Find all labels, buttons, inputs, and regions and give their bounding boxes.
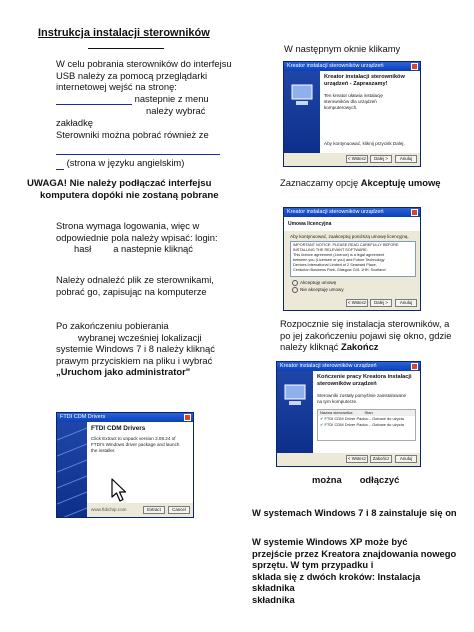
cancel-button[interactable]: Anuluj xyxy=(395,155,417,163)
close-icon[interactable] xyxy=(411,209,418,216)
page-title: Instrukcja instalacji sterowników xyxy=(38,27,210,39)
caption-winxp: W systemie Windows XP może być przejście przez Kreatora znajdowania nowego sprzętu. W tym przypadku i sklada się z dwóch kroków: Instalacja składnika składnika xyxy=(252,536,457,605)
link-blank-1[interactable] xyxy=(56,93,132,106)
wizard-side-banner xyxy=(284,71,320,153)
table-row: ✔ FTDI CDM Driver Packa... Gotowe do użycia xyxy=(320,416,404,421)
ftdi-content: FTDI CDM Drivers Click Extract to unpack version 2.08.24 of FTDI's Windows driver package and launch the installer. xyxy=(87,422,193,503)
paragraph-login: Strona wymaga logowania, więc w odpowiednie pola należy wpisać: login: hasł a nastepnie kliknąć xyxy=(56,220,218,255)
ftdi-window-titlebar: FTDI CDM Drivers xyxy=(57,413,193,422)
cancel-button[interactable]: Anuluj xyxy=(395,299,417,307)
next-button[interactable]: Dalej > xyxy=(370,155,392,163)
english-note: (strona w języku angielskim) xyxy=(66,157,185,168)
paragraph-find-file: Należy odnaleźć plik ze sterownikami, pobrać go, zapisując na komputerze xyxy=(56,274,214,297)
next-button[interactable]: Dalej > xyxy=(370,299,392,307)
cancel-button[interactable]: Cancel xyxy=(168,506,190,514)
check-icon: ✔ xyxy=(320,422,324,427)
back-button[interactable]: < Wstecz xyxy=(347,156,367,161)
wizard-finish-titlebar: Kreator instalacji sterowników urządzeń xyxy=(277,362,420,371)
reject-radio[interactable]: Nie akceptuję umowy xyxy=(292,287,344,293)
caption-accept: Zaznaczamy opcję Akceptuję umowę xyxy=(280,177,441,188)
driver-list-header: Nazwa sterownika Stan xyxy=(318,410,415,416)
accept-radio[interactable]: Akceptuję umowę xyxy=(292,280,336,286)
wizard-graphic-icon xyxy=(284,71,320,155)
close-icon[interactable] xyxy=(411,63,418,70)
mouse-cursor-icon xyxy=(111,478,129,502)
wizard-license-titlebar: Kreator instalacji sterowników urządzeń xyxy=(284,208,420,217)
cancel-button[interactable]: Anuluj xyxy=(395,455,417,463)
ftdi-pattern-icon xyxy=(57,422,87,518)
close-icon[interactable] xyxy=(411,363,418,370)
finish-button[interactable]: Zakończ xyxy=(370,455,392,463)
title-underline xyxy=(88,48,164,49)
back-button[interactable]: < Wstecz xyxy=(347,300,367,305)
caption-next-window: W następnym oknie klikamy xyxy=(284,43,401,54)
wizard-welcome-titlebar: Kreator instalacji sterowników urządzeń xyxy=(284,62,420,71)
caption-win78: W systemach Windows 7 i 8 zainstaluje się on xyxy=(252,507,457,518)
warning-line-1: UWAGA! Nie należy podłączać interfejsu xyxy=(27,178,212,189)
caption-disconnect: można odłączyć xyxy=(312,474,400,485)
wizard-graphic-icon xyxy=(277,371,313,455)
caption-finish: Rozpocznie się instalacja sterowników, a po jej zakończeniu pojawi się okno, gdzie należy kliknąć Zakończ xyxy=(280,318,452,353)
back-button[interactable]: < Wstecz xyxy=(347,456,367,461)
link-blank-3[interactable] xyxy=(56,157,64,170)
radio-reject-icon xyxy=(292,287,298,293)
warning-line-2: komputera dopóki nie zostaną pobrane xyxy=(40,190,219,201)
close-icon[interactable] xyxy=(184,414,191,421)
radio-accept-icon xyxy=(292,280,298,286)
paragraph-run-admin: Po zakończeniu pobierania wybranej wcześniej lokalizacji systemie Windows 7 i 8 należy kliknąć prawym przyciskiem na pliku i wybrać „Uruchom jako administrator" xyxy=(56,320,215,378)
license-textbox[interactable]: IMPORTANT NOTICE: PLEASE READ CAREFULLY BEFORE INSTALLING THE RELEVANT SOFTWARE: This licence agreement (Licence) is a legal agreement between you (Licensee or you) and Future Technology Devices International Limited of 2 Seaward Place, Centurion Business Park, Glasgow G41 1HH, Scotland xyxy=(290,241,416,277)
driver-list xyxy=(317,409,416,441)
paragraph-download: W celu pobrania sterowników do interfejsu USB należy za pomocą przeglądarki internetowej wejść na stronę: nastepnie z menu należy wybrać zakładkę Sterowniki można pobrać również ze xyxy=(56,58,232,140)
wizard-welcome-content: Kreator instalacji sterowników urządzeń - Zapraszamy! Ten kreator ułatwia instalację sterowników dla urządzeń komputerowych. Aby kontynuować, kliknij przycisk Dalej. xyxy=(320,71,420,153)
wizard-license-window: Kreator instalacji sterowników urządzeń Umowa licencyjna Aby kontynuować, zaakceptuj poniższą umowę licencyjną. IMPORTANT NOTICE: PLEASE READ CAREFULLY BEFORE INSTALLING THE RELEVANT SOFTWARE: This licence agreement (Licence) is a legal agreement between you (Licensee or you) and Future Technology Devices International Limited of 2 Seaward Place, Centurion Business Park, Glasgow G41 1HH, Scotland Akceptuję umowę Nie akceptuję umowy < Wstecz Dalej > Anuluj xyxy=(283,207,421,311)
ftdi-extractor-window xyxy=(56,412,194,518)
wizard-welcome-window xyxy=(283,61,421,167)
wizard-finish-window xyxy=(276,361,421,467)
license-header: Umowa licencyjna xyxy=(284,217,420,231)
check-icon: ✔ xyxy=(320,416,324,421)
extract-button[interactable]: Extract xyxy=(143,506,165,514)
link-blank-2[interactable] xyxy=(56,154,220,155)
table-row: ✔ FTDI CDM Driver Packa... Gotowe do użycia xyxy=(320,422,404,427)
ftdi-side-banner xyxy=(57,422,87,517)
wizard-side-banner xyxy=(277,371,313,453)
ftdi-url: www.ftdichip.com xyxy=(91,507,127,513)
wizard-finish-content: Kończenie pracy Kreatora instalacji sterowników urządzeń Sterowniki zostały pomyślnie zainstalowane na tym komputerze. Nazwa sterownika Stan ✔ FTDI CDM Driver Packa... Gotowe do użycia ✔ FTDI CDM Driver Packa... Gotowe do użycia xyxy=(313,371,420,453)
